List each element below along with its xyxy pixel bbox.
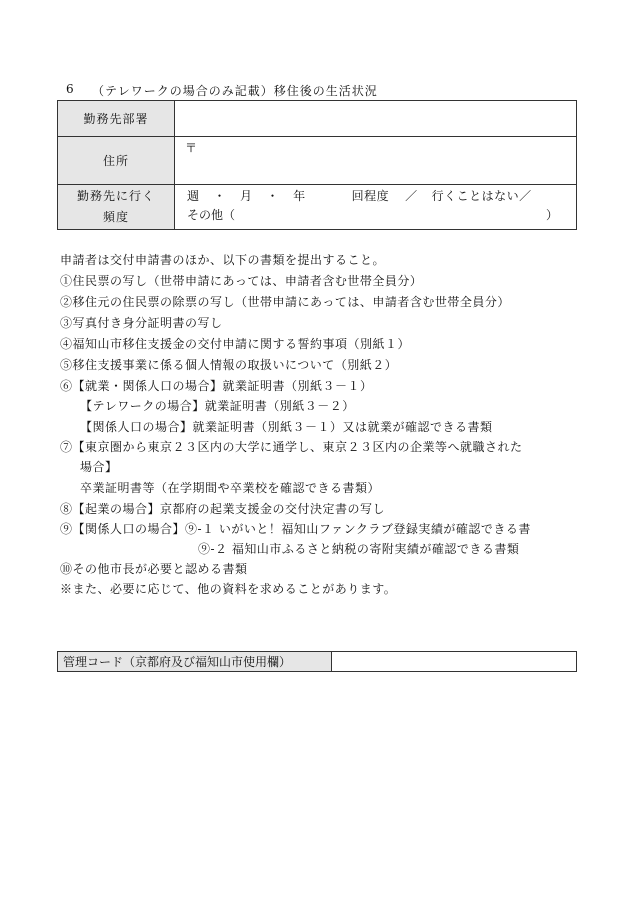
frequency-slash: ／ [405, 189, 418, 203]
postal-mark: 〒 [185, 141, 198, 155]
frequency-dot-1: ・ [213, 189, 227, 203]
address-label: 住所 [58, 137, 175, 185]
frequency-close: ） [545, 208, 558, 222]
requirement-item-7-cont: 場合】 [80, 460, 118, 474]
requirement-note: ※また、必要に応じて、他の資料を求めることがあります。 [60, 582, 397, 596]
address-value-field[interactable] [175, 137, 577, 185]
requirement-item-10: ⑩その他市長が必要と認める書類 [60, 562, 248, 576]
frequency-label [58, 185, 175, 230]
requirement-item-7: ⑦【東京圏から東京２３区内の大学に通学し、東京２３区内の企業等へ就職された [60, 440, 523, 454]
living-status-table [57, 100, 577, 230]
admin-code-table [57, 651, 577, 672]
section-number: 6 [66, 82, 74, 96]
dept-value-field[interactable] [175, 101, 577, 137]
requirement-item-5: ⑤移住支援事業に係る個人情報の取扱いについて（別紙２） [60, 358, 398, 372]
frequency-label-line1: 勤務先に行く [76, 189, 155, 203]
admin-code-field[interactable] [332, 652, 577, 672]
frequency-options [175, 185, 576, 204]
frequency-week: 週 [187, 189, 200, 203]
requirement-item-9-2: ⑨-２ 福知山市ふるさと納税の寄附実績が確認できる書類 [198, 542, 520, 556]
frequency-other: その他（ [187, 208, 236, 222]
requirement-item-4: ④福知山市移住支援金の交付申請に関する誓約事項（別紙１） [60, 337, 411, 351]
requirement-item-1: ①住民票の写し（世帯申請にあっては、申請者含む世帯全員分） [60, 274, 423, 288]
frequency-label-line2: 頻度 [102, 210, 129, 224]
requirements-intro: 申請者は交付申請書のほか、以下の書類を提出すること。 [60, 253, 386, 267]
frequency-dot-2: ・ [266, 189, 280, 203]
requirement-item-6-telework: 【テレワークの場合】就業証明書（別紙３－２） [80, 399, 355, 413]
frequency-year: 年 [293, 189, 306, 203]
frequency-times: 回程度 [351, 189, 390, 203]
requirement-item-7-docs: 卒業証明書等（在学期間や卒業校を確認できる書類） [80, 481, 381, 495]
section-title: （テレワークの場合のみ記載）移住後の生活状況 [92, 84, 378, 98]
frequency-never: 行くことはない／ [431, 189, 532, 203]
requirement-item-2: ②移住元の住民票の除票の写し（世帯申請にあっては、申請者含む世帯全員分） [60, 295, 510, 309]
requirement-item-3: ③写真付き身分証明書の写し [60, 316, 223, 330]
requirement-item-9: ⑨【関係人口の場合】⑨-１ いがいと！福知山ファンクラブ登録実績が確認できる書 [60, 522, 531, 536]
dept-label: 勤務先部署 [58, 101, 175, 137]
frequency-other-line [175, 204, 576, 223]
frequency-value-field[interactable] [175, 185, 577, 230]
requirement-item-6: ⑥【就業・関係人口の場合】就業証明書（別紙３－１） [60, 379, 373, 393]
admin-code-label: 管理コード（京都府及び福知山市使用欄） [58, 652, 332, 672]
requirement-item-8: ⑧【起業の場合】京都府の起業支援金の交付決定書の写し [60, 502, 386, 516]
frequency-month: 月 [240, 189, 253, 203]
requirement-item-6-related: 【関係人口の場合】就業証明書（別紙３－１）又は就業が確認できる書類 [80, 420, 493, 434]
